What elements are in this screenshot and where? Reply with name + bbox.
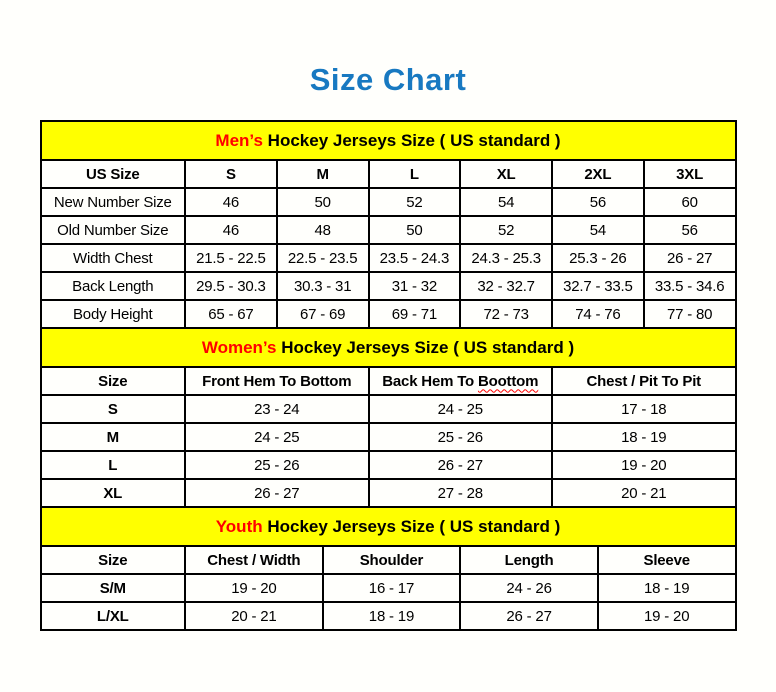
mens-table-row bbox=[41, 216, 736, 244]
mens-col-header: US Size bbox=[41, 160, 186, 188]
mens-row-label: Width Chest bbox=[41, 244, 186, 272]
youth-value-cell: 18 - 19 bbox=[323, 602, 461, 630]
youth-value-cell: 20 - 21 bbox=[185, 602, 323, 630]
mens-banner-accent: Men’s bbox=[215, 130, 263, 150]
youth-value-cell: 16 - 17 bbox=[323, 574, 461, 602]
womens-table-row bbox=[41, 395, 736, 423]
mens-value-cell: 46 bbox=[185, 216, 277, 244]
womens-row-label: L bbox=[41, 451, 186, 479]
womens-col-header: Size bbox=[41, 367, 186, 395]
womens-col-header: Back Hem To Boottom bbox=[369, 367, 552, 395]
womens-value-cell: 23 - 24 bbox=[185, 395, 368, 423]
mens-value-cell: 31 - 32 bbox=[369, 272, 461, 300]
youth-size-table bbox=[40, 506, 737, 631]
youth-banner-row bbox=[41, 507, 736, 546]
mens-value-cell: 26 - 27 bbox=[644, 244, 736, 272]
mens-value-cell: 21.5 - 22.5 bbox=[185, 244, 277, 272]
mens-value-cell: 56 bbox=[552, 188, 644, 216]
mens-value-cell: 50 bbox=[369, 216, 461, 244]
mens-section-banner bbox=[41, 121, 736, 160]
womens-col-header: Chest / Pit To Pit bbox=[552, 367, 736, 395]
womens-value-cell: 24 - 25 bbox=[185, 423, 368, 451]
womens-value-cell: 20 - 21 bbox=[552, 479, 736, 507]
womens-value-cell: 25 - 26 bbox=[369, 423, 552, 451]
womens-banner-accent: Women’s bbox=[201, 337, 277, 357]
mens-value-cell: 60 bbox=[644, 188, 736, 216]
mens-col-header: S bbox=[185, 160, 277, 188]
womens-size-table bbox=[40, 327, 737, 508]
mens-value-cell: 67 - 69 bbox=[277, 300, 369, 328]
mens-value-cell: 33.5 - 34.6 bbox=[644, 272, 736, 300]
mens-col-header: L bbox=[369, 160, 461, 188]
mens-value-cell: 30.3 - 31 bbox=[277, 272, 369, 300]
youth-col-header: Length bbox=[460, 546, 598, 574]
mens-value-cell: 29.5 - 30.3 bbox=[185, 272, 277, 300]
mens-row-label: Back Length bbox=[41, 272, 186, 300]
mens-col-header: 3XL bbox=[644, 160, 736, 188]
youth-table-row bbox=[41, 574, 736, 602]
misspelled-word: Boottom bbox=[477, 372, 539, 390]
womens-value-cell: 26 - 27 bbox=[185, 479, 368, 507]
mens-value-cell: 32 - 32.7 bbox=[460, 272, 552, 300]
mens-value-cell: 65 - 67 bbox=[185, 300, 277, 328]
mens-value-cell: 77 - 80 bbox=[644, 300, 736, 328]
mens-value-cell: 48 bbox=[277, 216, 369, 244]
womens-table-row bbox=[41, 479, 736, 507]
womens-row-label: S bbox=[41, 395, 186, 423]
womens-header-row bbox=[41, 367, 736, 395]
mens-value-cell: 32.7 - 33.5 bbox=[552, 272, 644, 300]
womens-banner-row bbox=[41, 328, 736, 367]
mens-value-cell: 23.5 - 24.3 bbox=[369, 244, 461, 272]
mens-value-cell: 74 - 76 bbox=[552, 300, 644, 328]
mens-value-cell: 52 bbox=[369, 188, 461, 216]
mens-row-label: Old Number Size bbox=[41, 216, 186, 244]
mens-value-cell: 54 bbox=[460, 188, 552, 216]
womens-section-banner bbox=[41, 328, 736, 367]
youth-section-banner bbox=[41, 507, 736, 546]
size-tables bbox=[40, 120, 737, 631]
youth-value-cell: 26 - 27 bbox=[460, 602, 598, 630]
mens-banner-row bbox=[41, 121, 736, 160]
youth-col-header: Sleeve bbox=[598, 546, 736, 574]
youth-col-header: Shoulder bbox=[323, 546, 461, 574]
womens-table-row bbox=[41, 451, 736, 479]
mens-value-cell: 56 bbox=[644, 216, 736, 244]
womens-value-cell: 27 - 28 bbox=[369, 479, 552, 507]
mens-value-cell: 69 - 71 bbox=[369, 300, 461, 328]
mens-value-cell: 50 bbox=[277, 188, 369, 216]
womens-value-cell: 17 - 18 bbox=[552, 395, 736, 423]
mens-col-header: M bbox=[277, 160, 369, 188]
mens-col-header: XL bbox=[460, 160, 552, 188]
womens-table-row bbox=[41, 423, 736, 451]
womens-value-cell: 18 - 19 bbox=[552, 423, 736, 451]
youth-row-label: S/M bbox=[41, 574, 186, 602]
mens-value-cell: 52 bbox=[460, 216, 552, 244]
mens-value-cell: 24.3 - 25.3 bbox=[460, 244, 552, 272]
mens-table-row bbox=[41, 244, 736, 272]
youth-banner-text: Hockey Jerseys Size ( US standard ) bbox=[262, 516, 561, 536]
youth-banner-accent: Youth bbox=[215, 516, 263, 536]
womens-value-cell: 25 - 26 bbox=[185, 451, 368, 479]
page-title: Size Chart bbox=[309, 62, 467, 97]
mens-banner-text: Hockey Jerseys Size ( US standard ) bbox=[262, 130, 561, 150]
mens-table-row bbox=[41, 300, 736, 328]
womens-row-label: XL bbox=[41, 479, 186, 507]
mens-value-cell: 25.3 - 26 bbox=[552, 244, 644, 272]
youth-col-header: Size bbox=[41, 546, 186, 574]
mens-table-row bbox=[41, 272, 736, 300]
youth-value-cell: 19 - 20 bbox=[185, 574, 323, 602]
mens-value-cell: 46 bbox=[185, 188, 277, 216]
womens-row-label: M bbox=[41, 423, 186, 451]
mens-value-cell: 54 bbox=[552, 216, 644, 244]
mens-size-table bbox=[40, 120, 737, 329]
youth-value-cell: 18 - 19 bbox=[598, 574, 736, 602]
youth-row-label: L/XL bbox=[41, 602, 186, 630]
mens-row-label: New Number Size bbox=[41, 188, 186, 216]
womens-banner-text: Hockey Jerseys Size ( US standard ) bbox=[276, 337, 575, 357]
mens-table-row bbox=[41, 188, 736, 216]
mens-value-cell: 22.5 - 23.5 bbox=[277, 244, 369, 272]
mens-row-label: Body Height bbox=[41, 300, 186, 328]
womens-value-cell: 24 - 25 bbox=[369, 395, 552, 423]
mens-header-row bbox=[41, 160, 736, 188]
youth-col-header: Chest / Width bbox=[185, 546, 323, 574]
youth-value-cell: 24 - 26 bbox=[460, 574, 598, 602]
womens-col-header: Front Hem To Bottom bbox=[185, 367, 368, 395]
youth-header-row bbox=[41, 546, 736, 574]
womens-value-cell: 26 - 27 bbox=[369, 451, 552, 479]
youth-value-cell: 19 - 20 bbox=[598, 602, 736, 630]
mens-value-cell: 72 - 73 bbox=[460, 300, 552, 328]
youth-table-row bbox=[41, 602, 736, 630]
mens-col-header: 2XL bbox=[552, 160, 644, 188]
womens-value-cell: 19 - 20 bbox=[552, 451, 736, 479]
